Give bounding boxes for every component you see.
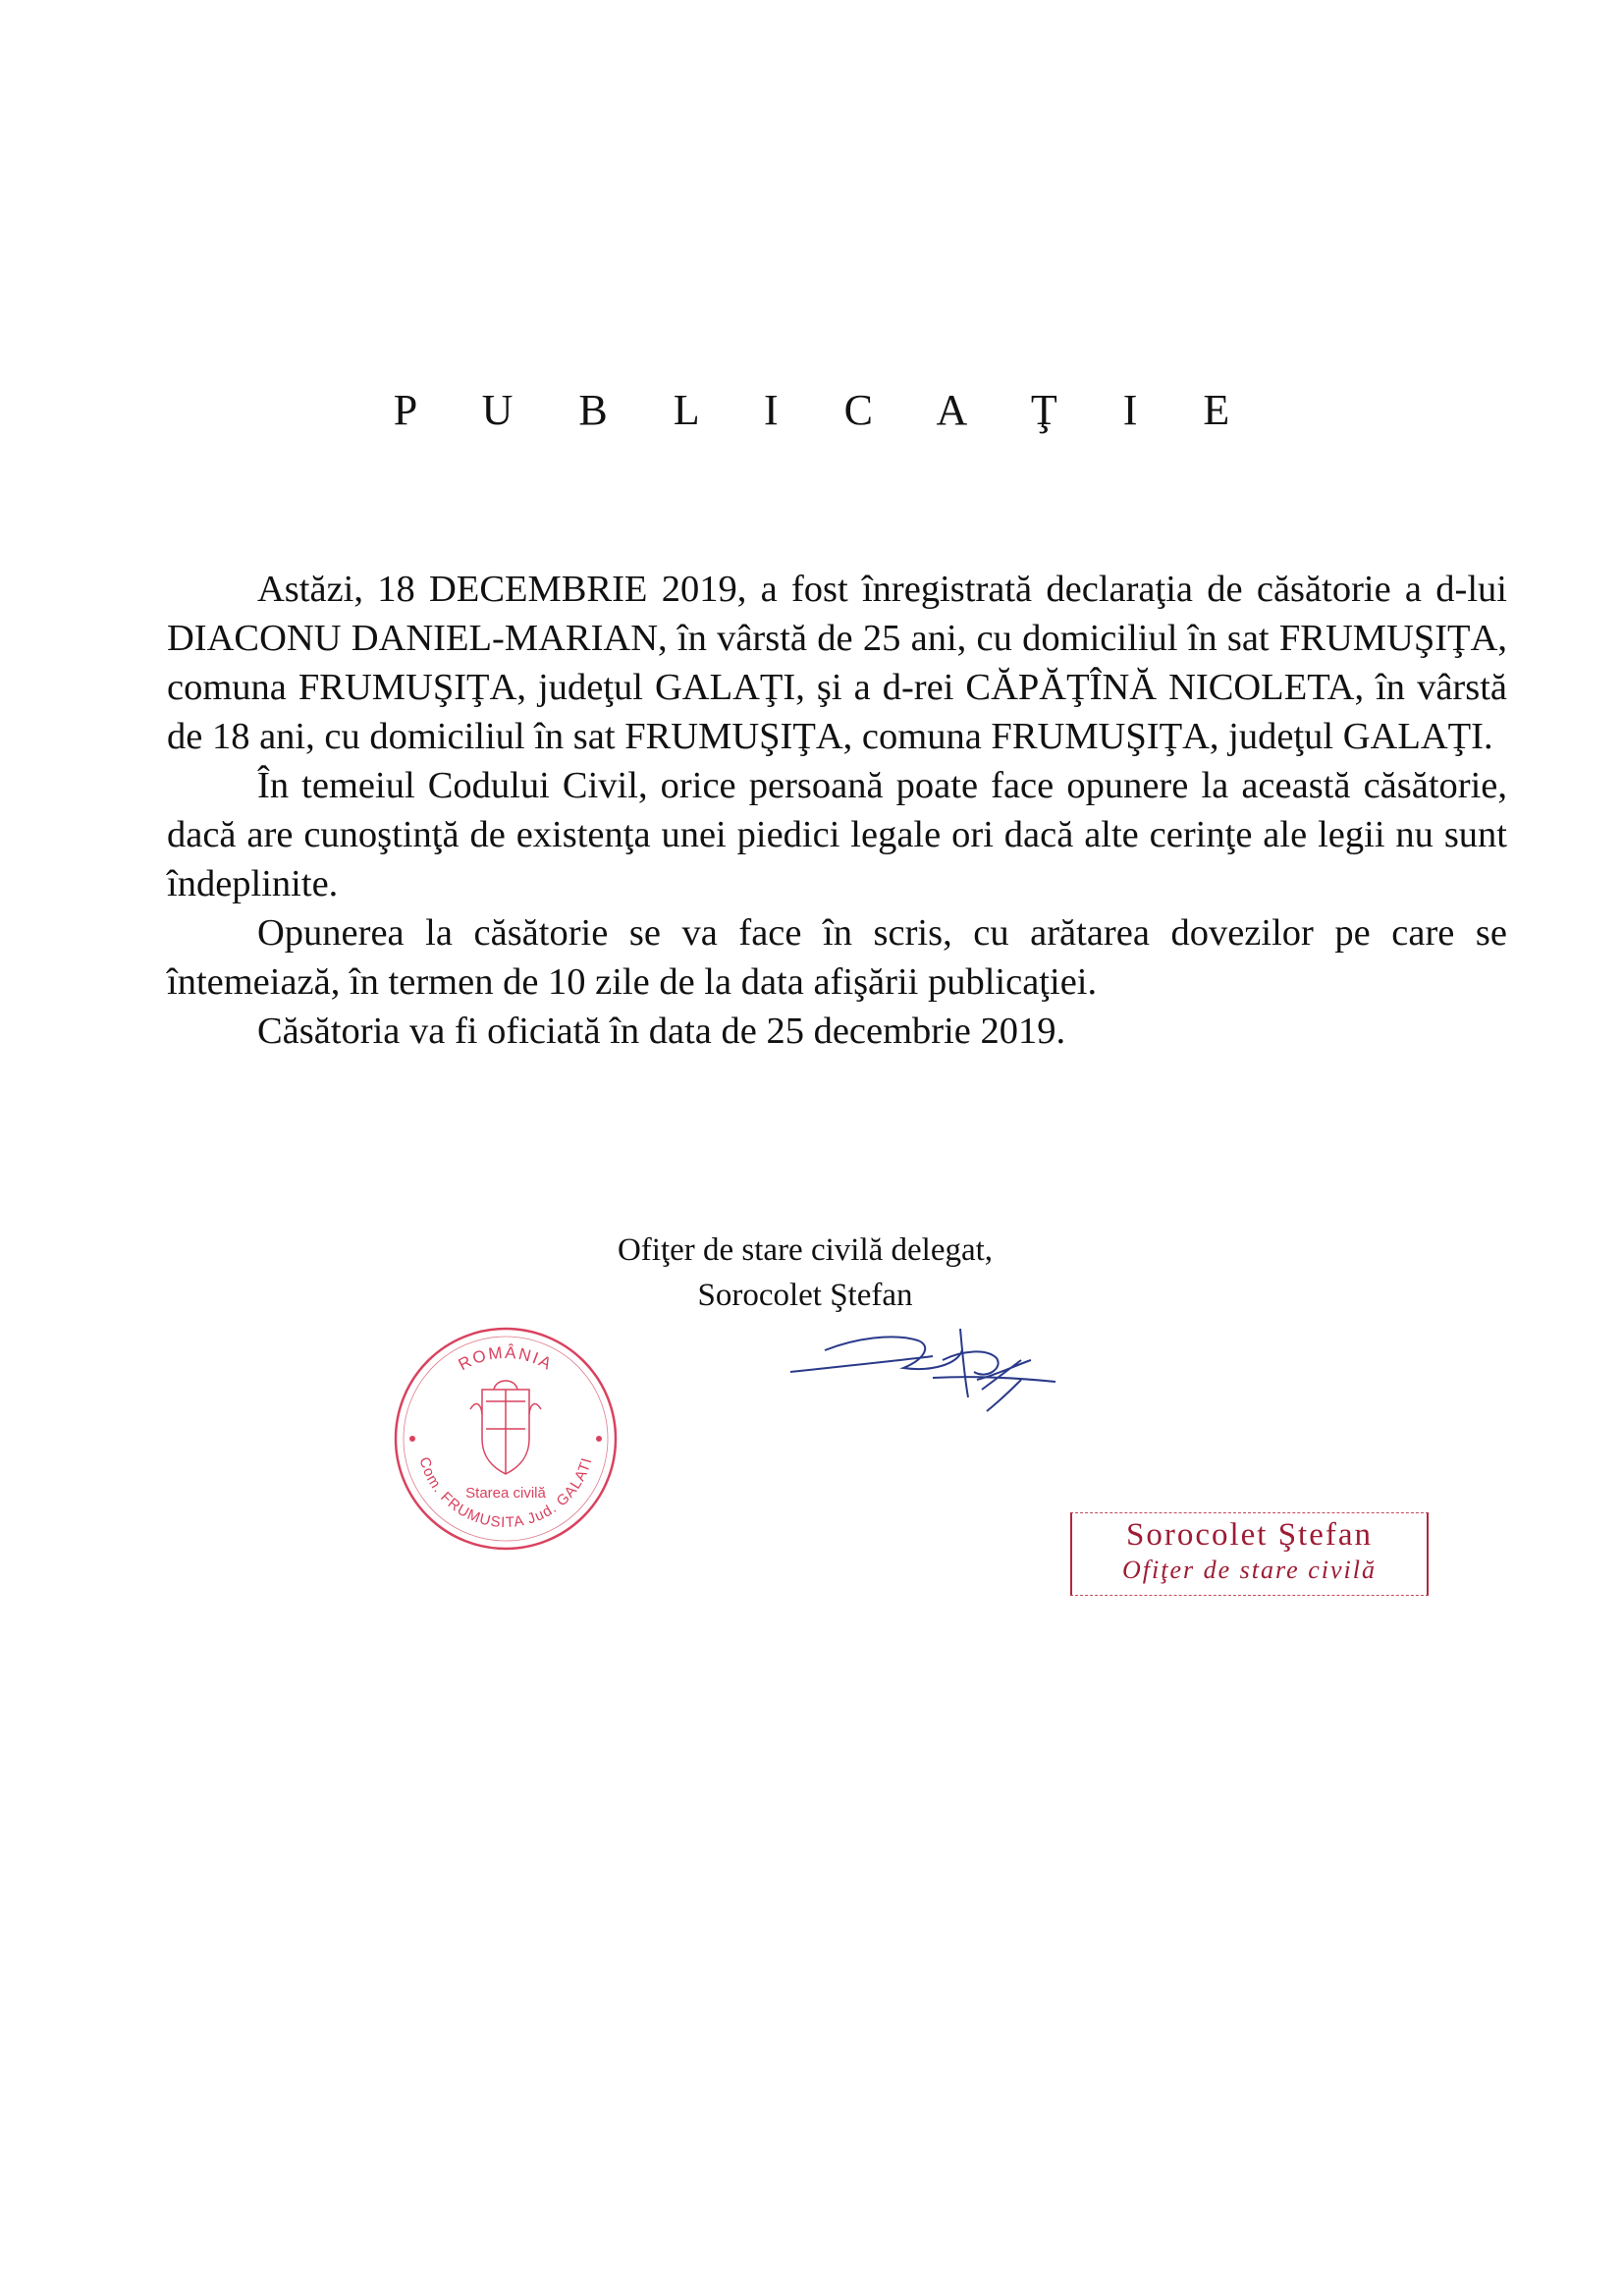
coat-of-arms-icon [470,1381,541,1474]
rectangular-name-stamp [1070,1512,1429,1596]
signoff-name: Sorocolet Ştefan [697,1278,913,1313]
stamp-name: Sorocolet Ştefan [1125,1517,1374,1553]
round-seal-stamp [388,1321,623,1557]
paragraph-declaration: Astăzi, 18 DECEMBRIE 2019, a fost înregistrată declaraţia de căsătorie a d-lui DIACONU DANIEL-MARIAN, în vârstă de 25 ani, cu domiciliul în sat FRUMUŞIŢA, comuna FRUMUŞIŢA, judeţul GALAŢI, şi a d-rei CĂPĂŢÎNĂ NICOLETA, în vârstă de 18 ani, cu domiciliul în sat FRUMUŞIŢA, comuna FRUMUŞIŢA, judeţul GALAŢI. [167,569,1507,757]
paragraph-ceremony-date: Căsătoria va fi oficiată în data de 25 decembrie 2019. [257,1011,1066,1052]
seal-center-text: Starea civilă [465,1485,546,1502]
signoff-role: Ofiţer de stare civilă delegat, [617,1232,994,1268]
handwritten-signature [785,1321,1060,1429]
paragraph-legal-basis: În temeiul Codului Civil, orice persoană poate face opunere la această căsătorie, dacă are cunoştinţă de existenţa unei piedici legale ori dacă alte cerinţe ale legii nu sunt îndeplinite. [167,765,1507,904]
stamp-role: Ofiţer de stare civilă [1122,1556,1377,1584]
document-title: P U B L I C A Ţ I E [393,386,1258,434]
signoff-block [550,1228,1060,1318]
paragraph-opposition: Opunerea la căsătorie se va face în scris, cu arătarea dovezilor pe care se întemeiază, în termen de 10 zile de la data afişării publicaţiei. [167,912,1507,1003]
document-body [167,565,1507,1056]
svg-text:ROMÂNIA: ROMÂNIA [455,1342,557,1375]
svg-text:Com. FRUMUSITA Jud. GALATI: Com. FRUMUSITA Jud. GALATI [415,1454,596,1532]
